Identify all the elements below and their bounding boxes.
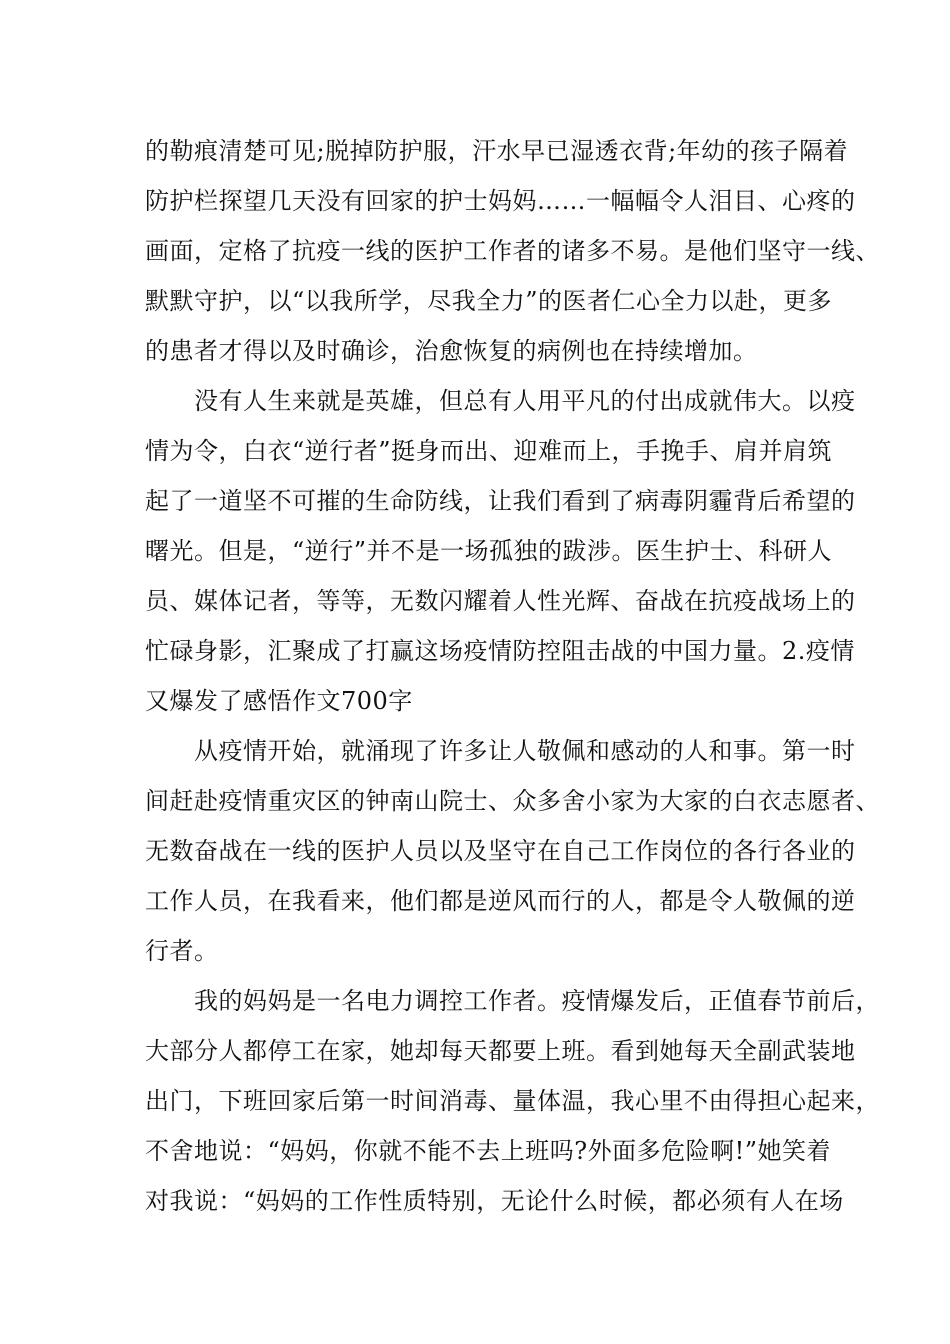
text-line: 没有人生来就是英雄，但总有人用平凡的付出成就伟大。以疫 <box>145 387 856 415</box>
text-line: 出门，下班回家后第一时间消毒、量体温，我心里不由得担心起来， <box>145 1087 880 1115</box>
text-line: 不舍地说：“妈妈，你就不能不去上班吗?外面多危险啊!”她笑着 <box>145 1137 832 1165</box>
text-line: 员、媒体记者，等等，无数闪耀着人性光辉、奋战在抗疫战场上的 <box>145 587 856 615</box>
text-line: 的患者才得以及时确诊，治愈恢复的病例也在持续增加。 <box>145 337 758 365</box>
text-line: 情为令，白衣“逆行者”挺身而出、迎难而上，手挽手、肩并肩筑 <box>145 437 833 465</box>
text-line: 画面，定格了抗疫一线的医护工作者的诸多不易。是他们坚守一线、 <box>145 237 880 265</box>
text-line: 我的妈妈是一名电力调控工作者。疫情爆发后，正值春节前后， <box>145 987 880 1015</box>
text-line: 曙光。但是，“逆行”并不是一场孤独的跋涉。医生护士、科研人 <box>145 537 833 565</box>
text-line: 忙碌身影，汇聚成了打赢这场疫情防控阻击战的中国力量。2.疫情 <box>145 637 855 665</box>
text-line: 默默守护，以“以我所学，尽我全力”的医者仁心全力以赴，更多 <box>145 287 833 315</box>
text-line: 起了一道坚不可摧的生命防线，让我们看到了病毒阴霾背后希望的 <box>145 487 856 515</box>
text-line: 从疫情开始，就涌现了许多让人敬佩和感动的人和事。第一时 <box>145 737 856 765</box>
text-line: 又爆发了感悟作文700字 <box>145 687 413 715</box>
text-line: 对我说：“妈妈的工作性质特别，无论什么时候，都必须有人在场 <box>145 1187 844 1215</box>
text-line: 工作人员，在我看来，他们都是逆风而行的人，都是令人敬佩的逆 <box>145 887 856 915</box>
text-line: 无数奋战在一线的医护人员以及坚守在自己工作岗位的各行各业的 <box>145 837 856 865</box>
text-line: 防护栏探望几天没有回家的护士妈妈……一幅幅令人泪目、心疼的 <box>145 187 856 215</box>
text-line: 的勒痕清楚可见;脱掉防护服，汗水早已湿透衣背;年幼的孩子隔着 <box>145 137 849 165</box>
text-line: 大部分人都停工在家，她却每天都要上班。看到她每天全副武装地 <box>145 1037 856 1065</box>
text-line: 间赶赴疫情重灾区的钟南山院士、众多舍小家为大家的白衣志愿者、 <box>145 787 880 815</box>
text-line: 行者。 <box>145 937 219 965</box>
